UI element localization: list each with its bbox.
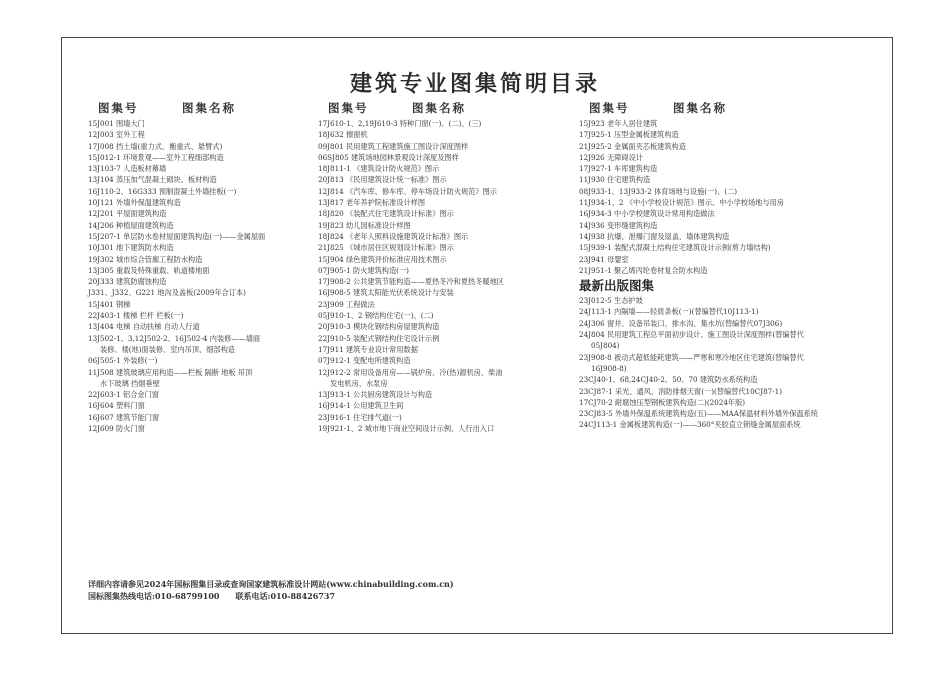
catalog-entry: 11J508 建筑玻璃应用构造——栏板 隔断 地板 吊顶 (88, 367, 253, 377)
header-name: 图集名称 (412, 101, 466, 115)
catalog-entry: 水下玻璃 挡烟垂壁 (100, 378, 160, 388)
catalog-entry: 16J604 塑料门窗 (88, 401, 145, 411)
catalog-entry: 16J908-5 建筑太阳能光伏系统设计与安装 (318, 288, 454, 298)
column-header (88, 98, 320, 118)
catalog-entry: 13J817 老年养护院标准设计样图 (318, 198, 426, 208)
catalog-entry: 20J813 《民用建筑设计统一标准》图示 (318, 175, 447, 185)
catalog-column-2 (318, 98, 580, 434)
catalog-entry: 22J603-1 铝合金门窗 (88, 390, 159, 400)
catalog-entry: 23J908-8 被动式超低能耗建筑——严寒和寒冷地区住宅建筑(替编替代 (579, 352, 804, 362)
catalog-entry: 12J926 无障碍设计 (579, 152, 643, 162)
catalog-entry: 21J825 《城市居住区规划设计标准》图示 (318, 243, 454, 253)
catalog-entry: 14J936 变形缝建筑构造 (579, 220, 658, 230)
catalog-entry: 12J003 室外工程 (88, 130, 145, 140)
catalog-entry: 12J201 平屋面建筑构造 (88, 209, 167, 219)
catalog-entry: 09J801 民用建筑工程建筑施工图设计深度图样 (318, 141, 469, 151)
footer-note (88, 578, 454, 602)
catalog-entry: 18J811-1 《建筑设计防火规范》图示 (318, 164, 440, 174)
catalog-entry: 15J207-1 单层防水卷材屋面建筑构造(一)——金属屋面 (88, 231, 266, 241)
page-title: 建筑专业图集简明目录 (349, 72, 600, 97)
catalog-entry: 23CJ87-1 采光、通风、消防排烟天窗(一)(替编替代10CJ87-1) (579, 386, 783, 396)
catalog-entry: 18J632 擦窗机 (318, 130, 368, 140)
catalog-entry: 13J104 蒸压加气混凝土砌块、板材构造 (88, 175, 217, 185)
catalog-column-3 (579, 98, 879, 431)
catalog-entry: 15J401 钢梯 (88, 299, 131, 309)
header-name: 图集名称 (673, 101, 727, 115)
catalog-entry: 19J921-1、2 城市地下商业空间设计示例、人行出入口 (318, 424, 495, 434)
catalog-entry: 16J110-2、16G333 预制混凝土外墙挂板(一) (88, 186, 237, 196)
catalog-entry: 23J012-5 生态护坡 (579, 296, 643, 306)
catalog-entry: 15J904 绿色建筑评价标准应用技术图示 (318, 254, 447, 264)
catalog-entry: 11J930 住宅建筑构造 (579, 175, 651, 185)
catalog-entry: 22J403-1 楼梯 栏杆 栏板(一) (88, 311, 184, 321)
catalog-entry: 23J909 工程做法 (318, 299, 375, 309)
catalog-entry: 17J008 挡土墙(重力式、衡重式、悬臂式) (88, 141, 223, 151)
catalog-entry: 11J934-1、2 《中小学校设计规范》图示、中小学校场地与用房 (579, 198, 784, 208)
catalog-entry: 07J912-1 变配电所建筑构造 (318, 356, 411, 366)
catalog-entry: 24J804 民用建筑工程总平面初步设计、施工图设计深度图样(替编替代 (579, 330, 804, 340)
catalog-entry: 10J121 外墙外保温建筑构造 (88, 198, 181, 208)
catalog-entry: 装修、楼(地)面装修、室内吊顶、细部构造 (100, 344, 235, 354)
catalog-entry: 22J910-5 装配式钢结构住宅设计示例 (318, 333, 440, 343)
catalog-entry: J331、J332、G221 地沟及盖板(2009年合订本) (88, 288, 246, 298)
catalog-entry: 16J934-3 中小学校建筑设计常用构造做法 (579, 209, 715, 219)
catalog-entry: 16J908-8) (591, 363, 627, 373)
catalog-entry: 17J927-1 车库建筑构造 (579, 164, 658, 174)
catalog-entry: 19J823 幼儿园标准设计样图 (318, 220, 411, 230)
catalog-entry: 17J911 建筑专业设计常用数据 (318, 344, 418, 354)
catalog-entry: 24J306 窗井、设备吊装口、排水沟、集水坑(替编替代07J306) (579, 318, 783, 328)
catalog-entry: 06SJ805 建筑场地园林景观设计深度及图样 (318, 152, 459, 162)
catalog-entry: 16J607 建筑节能门窗 (88, 412, 160, 422)
catalog-entry: 24J113-1 内隔墙——轻质条板(一)(替编替代10J113-1) (579, 307, 759, 317)
header-code: 图集号 (589, 101, 630, 115)
column-header (579, 98, 879, 118)
catalog-entry: 23J916-1 住宅排气道(一) (318, 412, 402, 422)
catalog-entry: 19J302 城市综合管廊工程防水构造 (88, 254, 203, 264)
catalog-entry: 13J305 重载及特殊重载、轨道楼地面 (88, 265, 210, 275)
catalog-entry: 20J910-3 模块化钢结构房屋建筑构造 (318, 322, 440, 332)
catalog-entry: 13J103-7 人造板材幕墙 (88, 164, 167, 174)
footer-website-line: 详细内容请参见2024年国标图集目录或查询国家建筑标准设计网站(www.chinabuilding.com.cn) (88, 579, 454, 589)
catalog-entry: 17J925-1 压型金属板建筑构造 (579, 130, 679, 140)
catalog-entry: 20J333 建筑防腐蚀构造 (88, 277, 167, 287)
catalog-entry: 21J951-1 聚乙烯丙纶卷材复合防水构造 (579, 265, 708, 275)
catalog-entry: 24CJ113-1 金属板建筑构造(一)——360°夹胶直立锁缝金属屋面系统 (579, 420, 801, 430)
catalog-entry: 12J814 《汽车库、修车库、停车场设计防火规范》图示 (318, 186, 497, 196)
header-name: 图集名称 (182, 101, 236, 115)
catalog-column-1 (88, 98, 320, 434)
header-code: 图集号 (328, 101, 369, 115)
catalog-entry: 23J941 母婴室 (579, 254, 629, 264)
catalog-entry: 18J820 《装配式住宅建筑设计标准》图示 (318, 209, 454, 219)
catalog-entry: 15J923 老年人居住建筑 (579, 119, 658, 128)
catalog-entry: 06J505-1 外装修(一) (88, 356, 158, 366)
catalog-entry: 23CJ83-5 外墙外保温系统建筑构造(五)——MAA保温材料外墙外保温系统 (579, 409, 818, 419)
header-code: 图集号 (98, 101, 139, 115)
column-header (318, 98, 580, 118)
catalog-entry: 13J913-1 公共厨房建筑设计与构造 (318, 390, 433, 400)
catalog-entry: 18J824 《老年人照料设施建筑设计标准》图示 (318, 231, 469, 241)
footer-phone-line: 国标图集热线电话:010-68799100 联系电话:010-88426737 (88, 591, 336, 601)
catalog-entry: 08J933-1、13J933-2 体育场地与设施(一)、(二) (579, 186, 738, 196)
catalog-entry: 15J012-1 环境景观——室外工程细部构造 (88, 152, 224, 162)
catalog-entry: 07J905-1 防火建筑构造(一) (318, 265, 409, 275)
catalog-entry: 23CJ40-1、68,24CJ40-2、50、70 建筑防水系统构造 (579, 375, 758, 385)
catalog-entry: 17CJ70-2 耐腐蚀压型钢板建筑构造(二)(2024年版) (579, 397, 746, 407)
catalog-entry: 05J910-1、2 钢结构住宅(一)、(二) (318, 311, 434, 321)
catalog-entry: 发电机房、水泵房 (330, 378, 388, 388)
catalog-entry: 21J925-2 金属面夹芯板建筑构造 (579, 141, 686, 151)
catalog-entry: 17J908-2 公共建筑节能构造——夏热冬冷和夏热冬暖地区 (318, 277, 504, 287)
catalog-entry: 13J502-1、3,12J502-2、16J502-4 内装修——墙面 (88, 333, 261, 343)
catalog-entry: 12J609 防火门窗 (88, 424, 145, 434)
section-heading: 最新出版图集 (579, 278, 655, 294)
catalog-entry: 14J938 抗爆、泄爆门窗及屋盖、墙体建筑构造 (579, 231, 730, 241)
catalog-entry: 13J404 电梯 自动扶梯 自动人行道 (88, 322, 200, 332)
catalog-entry: 15J939-1 装配式混凝土结构住宅建筑设计示例(剪力墙结构) (579, 243, 771, 253)
catalog-entry: 17J610-1、2,19J610-3 特种门窗(一)、(二)、(三) (318, 119, 482, 128)
catalog-entry: 15J001 围墙大门 (88, 119, 145, 128)
catalog-entry: 14J206 种植屋面建筑构造 (88, 220, 174, 230)
catalog-entry: 16J914-1 公用建筑卫生间 (318, 401, 404, 411)
catalog-entry: 10J301 地下建筑防水构造 (88, 243, 174, 253)
catalog-entry: 05J804) (591, 341, 620, 351)
catalog-entry: 12J912-2 常用设备用房——锅炉房、冷(热)源机房、柴油 (318, 367, 503, 377)
